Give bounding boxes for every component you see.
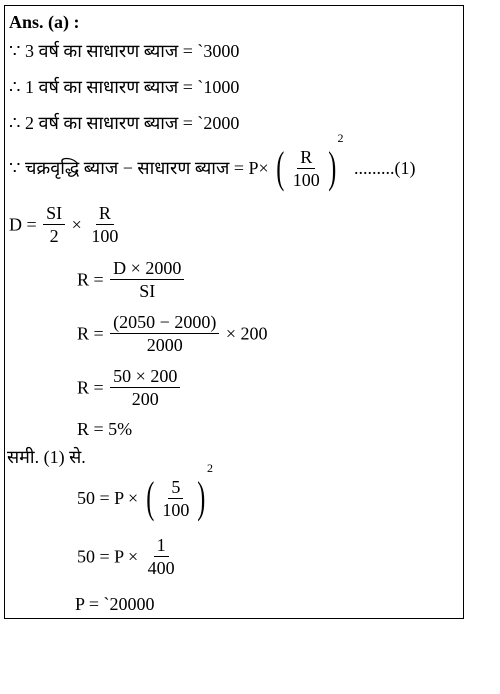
ci-si-paren: ( $\frac{R}{100}$ )	[276, 143, 337, 192]
r-step-2-tail: × 200	[225, 323, 268, 344]
r-step-3-num: 50 × 200	[110, 367, 180, 388]
answer-heading: Ans. (a) :	[9, 12, 80, 32]
equation-number: .........(1)	[353, 158, 416, 178]
d-frac-si-num: SI	[43, 204, 65, 225]
d-frac-si	[43, 204, 65, 245]
d-frac-si-den: 2	[49, 226, 59, 246]
p-equation-1-frac	[159, 478, 192, 519]
p-equation-2-lhs: 50 = P ×	[77, 546, 139, 567]
line-3-year-interest: ∵ 3 वर्ष का साधारण ब्याज = `3000	[9, 41, 240, 61]
r-step-2-den: 2000	[146, 335, 183, 355]
r-step-2-frac	[110, 313, 219, 354]
d-frac-r-num: R	[96, 204, 114, 225]
r-step-1-frac	[110, 259, 184, 300]
r-step-2-lhs: R =	[77, 323, 104, 344]
line-1-year-interest: ∴ 1 वर्ष का साधारण ब्याज = `1000	[9, 77, 240, 97]
r-step-1-lhs: R =	[77, 269, 104, 290]
r-step-3-lhs: R =	[77, 377, 104, 398]
r-step-2	[77, 313, 267, 354]
p-equation-2	[77, 536, 180, 577]
ci-si-fraction	[290, 148, 323, 189]
d-times: ×	[71, 214, 82, 235]
d-lhs: D =	[9, 214, 37, 235]
ci-si-num: R	[297, 148, 315, 169]
ci-si-den: 100	[292, 169, 320, 190]
answer-box	[4, 5, 464, 619]
p-equation-1-exponent: 2	[206, 461, 213, 475]
p-equation-1-num: 5	[168, 478, 183, 499]
p-equation-1-paren: ( $\frac{5}{100}$ )	[145, 473, 206, 522]
r-step-1-num: D × 2000	[110, 259, 184, 280]
line-2-year-interest: ∴ 2 वर्ष का साधारण ब्याज = `2000	[9, 113, 240, 133]
p-equation-2-frac	[145, 536, 178, 577]
d-frac-r-den: 100	[91, 226, 119, 246]
r-step-1-den: SI	[139, 281, 156, 301]
r-step-3	[77, 367, 182, 408]
d-equation	[9, 204, 123, 245]
ci-si-exponent: 2	[337, 131, 344, 145]
p-equation-1-den: 100	[162, 499, 190, 520]
d-frac-r	[88, 204, 121, 245]
r-step-2-num: (2050 − 2000)	[110, 313, 219, 334]
ci-si-text: ∵ चक्रवृद्धि ब्याज − साधारण ब्याज = P×	[9, 158, 269, 178]
p-equation-2-den: 400	[147, 558, 175, 578]
p-equation-1	[77, 461, 213, 522]
p-equation-2-num: 1	[154, 536, 169, 557]
p-equation-1-lhs: 50 = P ×	[77, 488, 139, 508]
r-step-3-den: 200	[131, 389, 159, 409]
final-answer: P = `20000	[75, 594, 155, 614]
r-result: R = 5%	[77, 419, 133, 439]
from-equation-1: समी. (1) से.	[7, 447, 86, 467]
r-step-1	[77, 259, 186, 300]
ci-si-equation	[9, 131, 416, 192]
r-step-3-frac	[110, 367, 180, 408]
